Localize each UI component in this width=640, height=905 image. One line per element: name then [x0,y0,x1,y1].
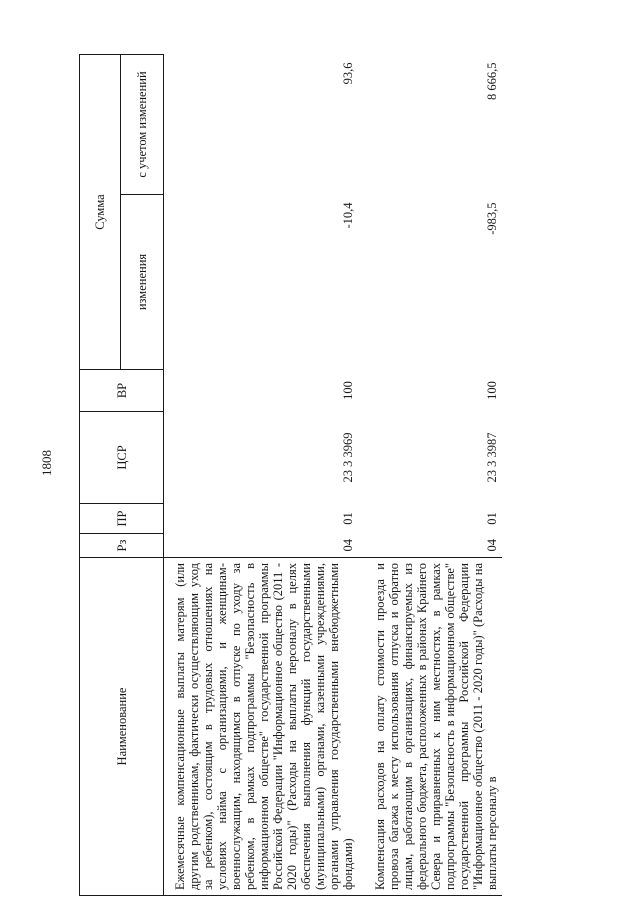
budget-table-rotated [79,55,629,896]
row-name: Ежемесячные компенсационные выплаты матерям (или другим родственникам, фактически осуществляющим уход за ребенком), состоящим в трудовых отношениях на условиях найма с организациями, и женщинам-военнослужащим, находящимся в отпуске по уходу за ребенком, в рамках подпрограммы "Безопасность в информационном обществе" государственной программы Российской Федерации "Информационное общество (2011 - 2020 годы)" (Расходы на выплаты персоналу в целях обеспечения выполнения функций государственными (муниципальными) органами, казенными учреждениями, органами управления государственными внебюджетными фондами) [170,558,358,896]
row-total: 8 666,5 [485,62,499,100]
table-row [170,55,358,896]
budget-table [79,54,502,896]
row-rz: 04 [485,539,499,552]
row-csr: 23 3 3969 [341,432,355,483]
header-row-1 [80,55,121,896]
row-change: -10,4 [341,202,355,229]
header-pr: ПР [80,504,164,534]
header-csr: ЦСР [80,412,164,504]
header-with-changes: с учетом изменений [121,55,164,195]
header-vr: ВР [80,370,164,412]
row-vr: 100 [341,381,355,400]
row-rz: 04 [341,539,355,552]
row-change: -983,5 [485,202,499,235]
page-number: 1808 [39,450,54,476]
row-name: Компенсация расходов на оплату стоимости проезда и провоза багажа к месту использования отпуска и обратно лицам, работающим в организациях, финансируемых из федерального бюджета, расположенных в районах Крайнего Севера и приравненных к ним местностях, в рамках подпрограммы "Безопасность в информационном обществе" государственной программы Российской Федерации "Информационное общество (2011 - 2020 годы)" (Расходы на выплаты персоналу в [370,558,502,896]
row-vr: 100 [485,381,499,400]
row-total: 93,6 [341,62,355,85]
row-gap [358,55,370,896]
row-csr: 23 3 3987 [485,432,499,483]
header-rz: Рз [80,534,164,558]
header-change: изменения [121,195,164,370]
header-name: Наименование [80,558,164,896]
table-row [370,55,502,896]
row-pr: 01 [341,512,355,525]
header-sum: Сумма [80,55,121,370]
row-pr: 01 [485,512,499,525]
